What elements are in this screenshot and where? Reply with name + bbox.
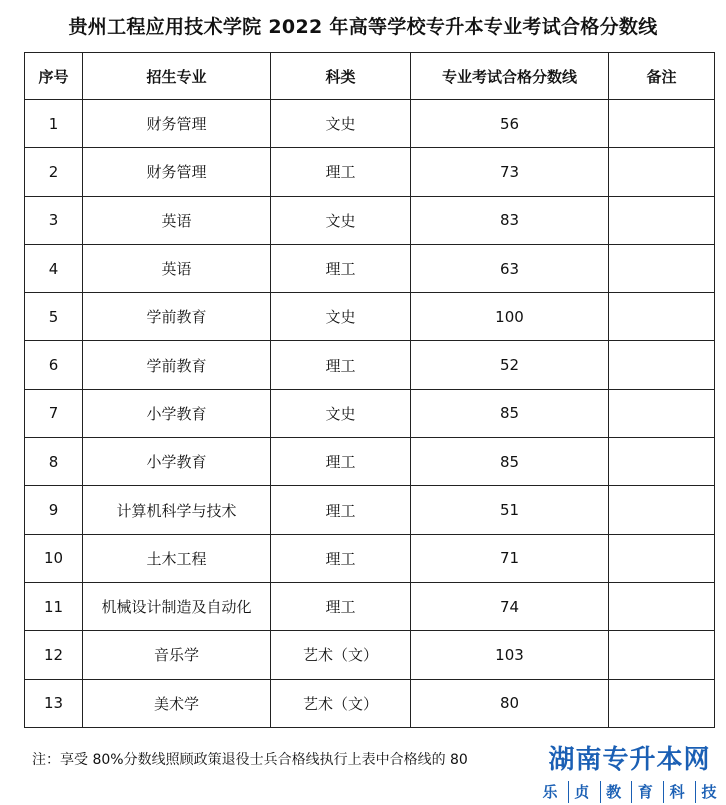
cell-score: 56 — [411, 100, 609, 148]
cell-major: 机械设计制造及自动化 — [83, 582, 271, 630]
cell-category: 理工 — [271, 486, 411, 534]
cell-score: 100 — [411, 293, 609, 341]
cell-major: 小学教育 — [83, 389, 271, 437]
table-row — [25, 631, 715, 679]
cell-category: 理工 — [271, 341, 411, 389]
table-row — [25, 486, 715, 534]
cell-index: 11 — [25, 582, 83, 630]
table-row — [25, 244, 715, 292]
cell-remark — [609, 631, 715, 679]
cell-category: 文史 — [271, 100, 411, 148]
watermark-char: 教 — [600, 781, 627, 803]
cell-index: 10 — [25, 534, 83, 582]
cell-remark — [609, 100, 715, 148]
watermark-subtitle — [537, 781, 722, 803]
cell-score: 71 — [411, 534, 609, 582]
cell-score: 103 — [411, 631, 609, 679]
cell-index: 1 — [25, 100, 83, 148]
cell-category: 理工 — [271, 534, 411, 582]
cell-index: 9 — [25, 486, 83, 534]
cell-remark — [609, 679, 715, 727]
header-remark: 备注 — [609, 53, 715, 100]
cell-index: 2 — [25, 148, 83, 196]
cell-index: 5 — [25, 293, 83, 341]
watermark-char: 贞 — [568, 781, 595, 803]
cell-major: 英语 — [83, 244, 271, 292]
watermark-char: 技 — [695, 781, 722, 803]
cell-major: 学前教育 — [83, 341, 271, 389]
cell-index: 6 — [25, 341, 83, 389]
cell-score: 85 — [411, 389, 609, 437]
cell-remark — [609, 148, 715, 196]
cell-category: 艺术（文） — [271, 631, 411, 679]
table-row — [25, 534, 715, 582]
table-header-row — [25, 53, 715, 100]
cell-major: 土木工程 — [83, 534, 271, 582]
cell-index: 8 — [25, 438, 83, 486]
cell-remark — [609, 341, 715, 389]
cell-score: 73 — [411, 148, 609, 196]
cell-remark — [609, 438, 715, 486]
table-row — [25, 341, 715, 389]
header-index: 序号 — [25, 53, 83, 100]
cell-remark — [609, 196, 715, 244]
cell-score: 80 — [411, 679, 609, 727]
cell-remark — [609, 389, 715, 437]
table-row — [25, 438, 715, 486]
watermark-logo-text: 湖南专升本网 — [537, 740, 722, 780]
cell-index: 4 — [25, 244, 83, 292]
watermark-char: 乐 — [542, 783, 558, 801]
cell-score: 51 — [411, 486, 609, 534]
page-title: 贵州工程应用技术学院 2022 年高等学校专升本专业考试合格分数线 — [68, 16, 658, 38]
cell-category: 理工 — [271, 148, 411, 196]
cell-major: 音乐学 — [83, 631, 271, 679]
cell-major: 计算机科学与技术 — [83, 486, 271, 534]
cell-category: 文史 — [271, 293, 411, 341]
cell-remark — [609, 582, 715, 630]
cell-major: 财务管理 — [83, 148, 271, 196]
table-row — [25, 582, 715, 630]
cell-major: 财务管理 — [83, 100, 271, 148]
table-row — [25, 100, 715, 148]
cell-remark — [609, 486, 715, 534]
table-row — [25, 679, 715, 727]
cell-score: 52 — [411, 341, 609, 389]
watermark-char: 育 — [631, 781, 658, 803]
score-table — [24, 52, 715, 728]
cell-category: 文史 — [271, 389, 411, 437]
cell-remark — [609, 244, 715, 292]
cell-major: 英语 — [83, 196, 271, 244]
cell-category: 理工 — [271, 582, 411, 630]
table-body — [25, 100, 715, 728]
cell-category: 理工 — [271, 438, 411, 486]
cell-score: 83 — [411, 196, 609, 244]
cell-index: 13 — [25, 679, 83, 727]
cell-score: 63 — [411, 244, 609, 292]
cell-category: 艺术（文） — [271, 679, 411, 727]
cell-index: 7 — [25, 389, 83, 437]
footnote: 注：享受 80%分数线照顾政策退役士兵合格线执行上表中合格线的 80 — [32, 752, 468, 768]
cell-category: 理工 — [271, 244, 411, 292]
cell-major: 学前教育 — [83, 293, 271, 341]
table-row — [25, 389, 715, 437]
cell-remark — [609, 534, 715, 582]
table-row — [25, 196, 715, 244]
cell-score: 74 — [411, 582, 609, 630]
cell-index: 12 — [25, 631, 83, 679]
header-category: 科类 — [271, 53, 411, 100]
header-major: 招生专业 — [83, 53, 271, 100]
header-score: 专业考试合格分数线 — [411, 53, 609, 100]
table-row — [25, 148, 715, 196]
watermark-char: 科 — [663, 781, 690, 803]
cell-major: 美术学 — [83, 679, 271, 727]
cell-major: 小学教育 — [83, 438, 271, 486]
cell-remark — [609, 293, 715, 341]
cell-score: 85 — [411, 438, 609, 486]
table-row — [25, 293, 715, 341]
cell-category: 文史 — [271, 196, 411, 244]
cell-index: 3 — [25, 196, 83, 244]
